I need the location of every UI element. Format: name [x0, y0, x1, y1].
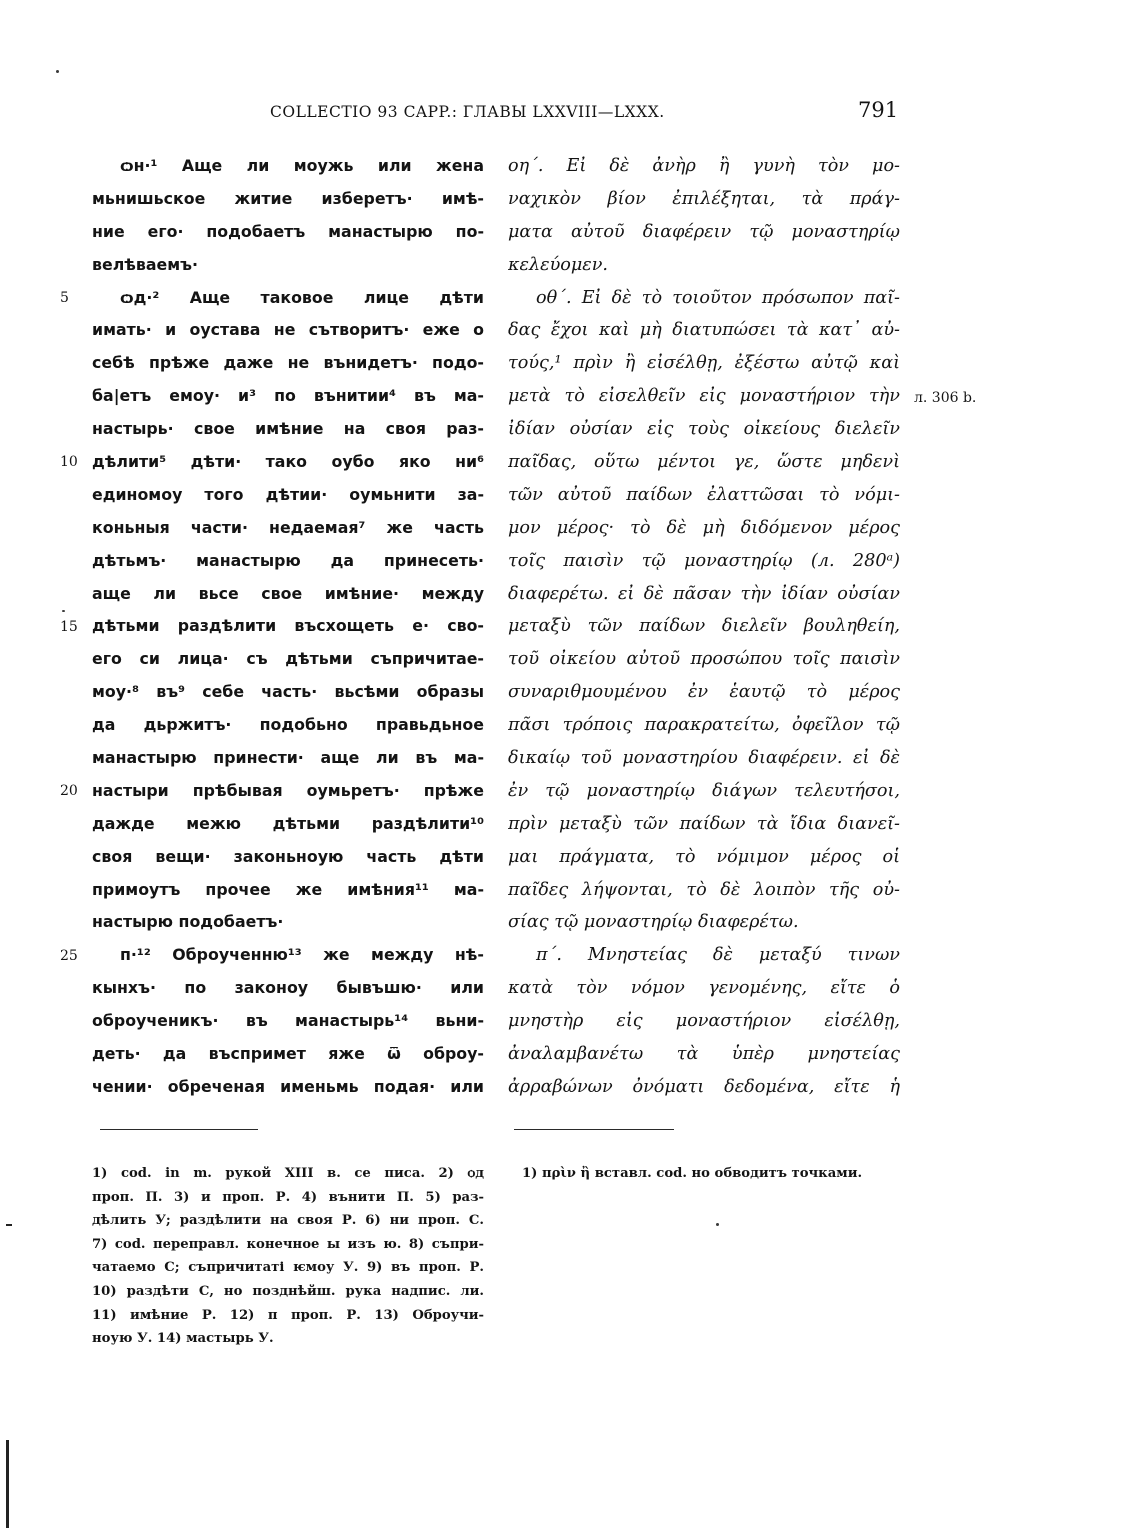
scan-speck [716, 1223, 719, 1226]
text-line: κατὰ τὸν νόμον γενομένης, εἴτε ὁ [508, 978, 900, 999]
text-line: велѣваемъ· [92, 254, 199, 274]
text-line: μαι πράγματα, τὸ νόμιμον μέρος οἱ [508, 846, 900, 867]
text-line: дажде межю дѣтьми раздѣлити¹⁰ [92, 813, 484, 833]
footnote-rule-right [514, 1129, 674, 1130]
text-line: μετὰ τὸ εἰσελθεῖν εἰς μοναστήριον τὴν [508, 386, 900, 407]
text-line: настырь· свое имѣние на своя раз- [92, 419, 484, 439]
text-line: τοῖς παισὶν τῷ μοναστηρίῳ (л. 280ᵃ) [508, 550, 900, 571]
text-line: οθ΄. Εἰ δὲ τὸ τοιοῦτον πρόσωπον παῖ- [536, 287, 900, 308]
text-line: настырю подобаетъ· [92, 912, 284, 932]
text-line: ѻн·¹ Аще ли моужь или жена [120, 156, 484, 175]
text-line: τοῦ οἰκείου αὐτοῦ προσώπου τοῖς παισὶν [508, 649, 900, 670]
text-line: δικαίῳ τοῦ μοναστηρίου διαφέρειν. εἰ δὲ [508, 748, 900, 769]
footnote-line: чатаемо С; съпричитаті ѥмоу У. 9) въ проп. Р. [92, 1260, 484, 1276]
text-line: μνηστὴρ εἰς μοναστήριον εἰσέλθῃ, [508, 1011, 900, 1032]
text-line: δας ἔχοι καὶ μὴ διατυπώσει τὰ κατ᾽ αὐ- [508, 320, 900, 341]
text-line: имать· и оустава не сътворитъ· еже о [92, 320, 484, 340]
text-line: аще ли вьсе свое имѣние· между [92, 583, 484, 603]
text-line: оброученикъ· въ манастырь¹⁴ вьни- [92, 1011, 484, 1031]
text-line: дѣлити⁵ дѣти· тако оубо яко ни⁶ [92, 452, 484, 472]
text-line: примоутъ прочее же имѣния¹¹ ма- [92, 879, 484, 899]
text-line: п·¹² Оброученню¹³ же между нѣ- [120, 945, 484, 965]
text-line: ἐν τῷ μοναστηρίῳ διάγων τελευτήσοι, [508, 780, 900, 801]
line-number: 10 [60, 454, 78, 471]
text-line: ѻд·² Аще таковое лице дѣти [120, 287, 484, 307]
running-head: COLLECTIO 93 CAPP.: ГЛАВЫ LXXVIII—LXXX. [270, 103, 665, 121]
footnote-line: 7) cod. переправл. конечное ы изъ ю. 8) съпри- [92, 1236, 484, 1252]
scan-edge-mark [6, 1440, 9, 1528]
text-line: ние его· подобаетъ манастырю по- [92, 221, 484, 241]
text-line: π΄. Μνηστείας δὲ μεταξύ τινων [536, 945, 900, 966]
text-line: μεταξὺ τῶν παίδων διελεῖν βουληθείη, [508, 616, 900, 637]
footnote-line: ноую У. 14) мастырь У. [92, 1331, 274, 1347]
text-line: συναριθμουμένου ἐν ἑαυτῷ τὸ μέρος [508, 682, 900, 703]
text-line: его си лица· съ дѣтьми съпричитае- [92, 649, 484, 669]
margin-folio-reference: л. 306 b. [914, 390, 977, 406]
text-line: πρὶν μεταξὺ τῶν παίδων τὰ ἴδια διανεῖ- [508, 813, 900, 834]
text-line: ἰδίαν οὐσίαν εἰς τοὺς οἰκείους διελεῖν [508, 419, 900, 440]
footnote-line: проп. П. 3) и проп. Р. 4) вънити П. 5) раз- [92, 1189, 484, 1205]
text-line: ματα αὐτοῦ διαφέρειν τῷ μοναστηρίῳ [508, 221, 900, 242]
text-line: τῶν αὐτοῦ παίδων ἐλαττῶσαι τὸ νόμι- [508, 484, 900, 505]
text-line: ἀρραβώνων ὀνόματι δεδομένα, εἴτε ἡ [508, 1076, 900, 1097]
text-line: своя вещи· законьноую часть дѣти [92, 846, 484, 866]
text-line: ναχικὸν βίον ἐπιλέξηται, τὰ πράγ- [508, 188, 900, 209]
footnote-rule-left [100, 1129, 258, 1130]
text-line: чении· обреченая именьмь подая· или [92, 1076, 484, 1096]
page-number: 791 [858, 98, 899, 122]
scan-edge-mark [6, 1224, 12, 1226]
line-number: 5 [60, 289, 69, 306]
text-line: дѣтьмъ· манастырю да принесеть· [92, 550, 484, 570]
text-line: ἀναλαμβανέτω τὰ ὑπὲρ μνηστείας [508, 1044, 900, 1065]
text-line: манастырю принести· аще ли въ ма- [92, 748, 484, 768]
text-line: παῖδες λήψονται, τὸ δὲ λοιπὸν τῆς οὐ- [508, 879, 900, 900]
text-line: кынхъ· по законоу бывъшю· или [92, 978, 484, 998]
text-line: деть· да въспримет яже ѿ оброу- [92, 1044, 484, 1064]
text-line: ба|етъ емоу· и³ по вънитии⁴ въ ма- [92, 386, 484, 406]
text-line: διαφερέτω. εἰ δὲ πᾶσαν τὴν ἰδίαν οὐσίαν [508, 583, 900, 604]
line-number: 20 [60, 783, 78, 800]
text-line: моу·⁸ въ⁹ себе часть· вьсѣми образы [92, 682, 484, 702]
text-line: коньныя части· недаемая⁷ же часть [92, 517, 484, 537]
footnote-line: 1) cod. in m. рукой XIII в. се писа. 2) ѻд [92, 1166, 484, 1181]
text-line: οη΄. Εἰ δὲ ἀνὴρ ἢ γυνὴ τὸν μο- [508, 156, 900, 176]
line-number: 15 [60, 618, 78, 635]
slavonic-column [92, 150, 484, 1104]
scan-speck [62, 610, 65, 612]
scan-speck [56, 70, 59, 73]
text-line: да дьржитъ· подобьно правьдьное [92, 715, 484, 735]
line-number: 25 [60, 947, 78, 964]
text-line: τούς,¹ πρὶν ἢ εἰσέλθῃ, ἐξέστω αὐτῷ καὶ [508, 353, 900, 374]
footnote-line: 11) имѣние Р. 12) п проп. Р. 13) Оброучи- [92, 1307, 484, 1323]
greek-column [508, 150, 900, 1104]
text-line: дѣтьми раздѣлити въсхощеть е· сво- [92, 616, 484, 636]
text-line: настыри прѣбывая оумьретъ· прѣже [92, 780, 484, 800]
text-line: мьнишьское житие изберетъ· имѣ- [92, 188, 484, 208]
footnotes-right: 1) πρὶν ἢ вставл. cod. но обводитъ точками. [522, 1166, 863, 1181]
text-line: себѣ прѣже даже не вънидетъ· подо- [92, 353, 484, 373]
text-line: πᾶσι τρόποις παρακρατείτω, ὀφεῖλον τῷ [508, 715, 900, 736]
text-line: μον μέρος· τὸ δὲ μὴ διδόμενον μέρος [508, 517, 900, 538]
text-line: единомоу того дѣтии· оумьнити за- [92, 484, 484, 504]
footnote-line: 10) раздѣти С, но позднѣйш. рука надпис. ли. [92, 1283, 484, 1299]
text-line: παῖδας, οὕτω μέντοι γε, ὥστε μηδενὶ [508, 452, 900, 473]
footnote-line: дѣлить У; раздѣлити на своя Р. 6) ни проп. С. [92, 1213, 484, 1229]
text-line: σίας τῷ μοναστηρίῳ διαφερέτω. [508, 912, 799, 933]
text-line: κελεύομεν. [508, 254, 609, 275]
footnotes-left [92, 1162, 484, 1351]
